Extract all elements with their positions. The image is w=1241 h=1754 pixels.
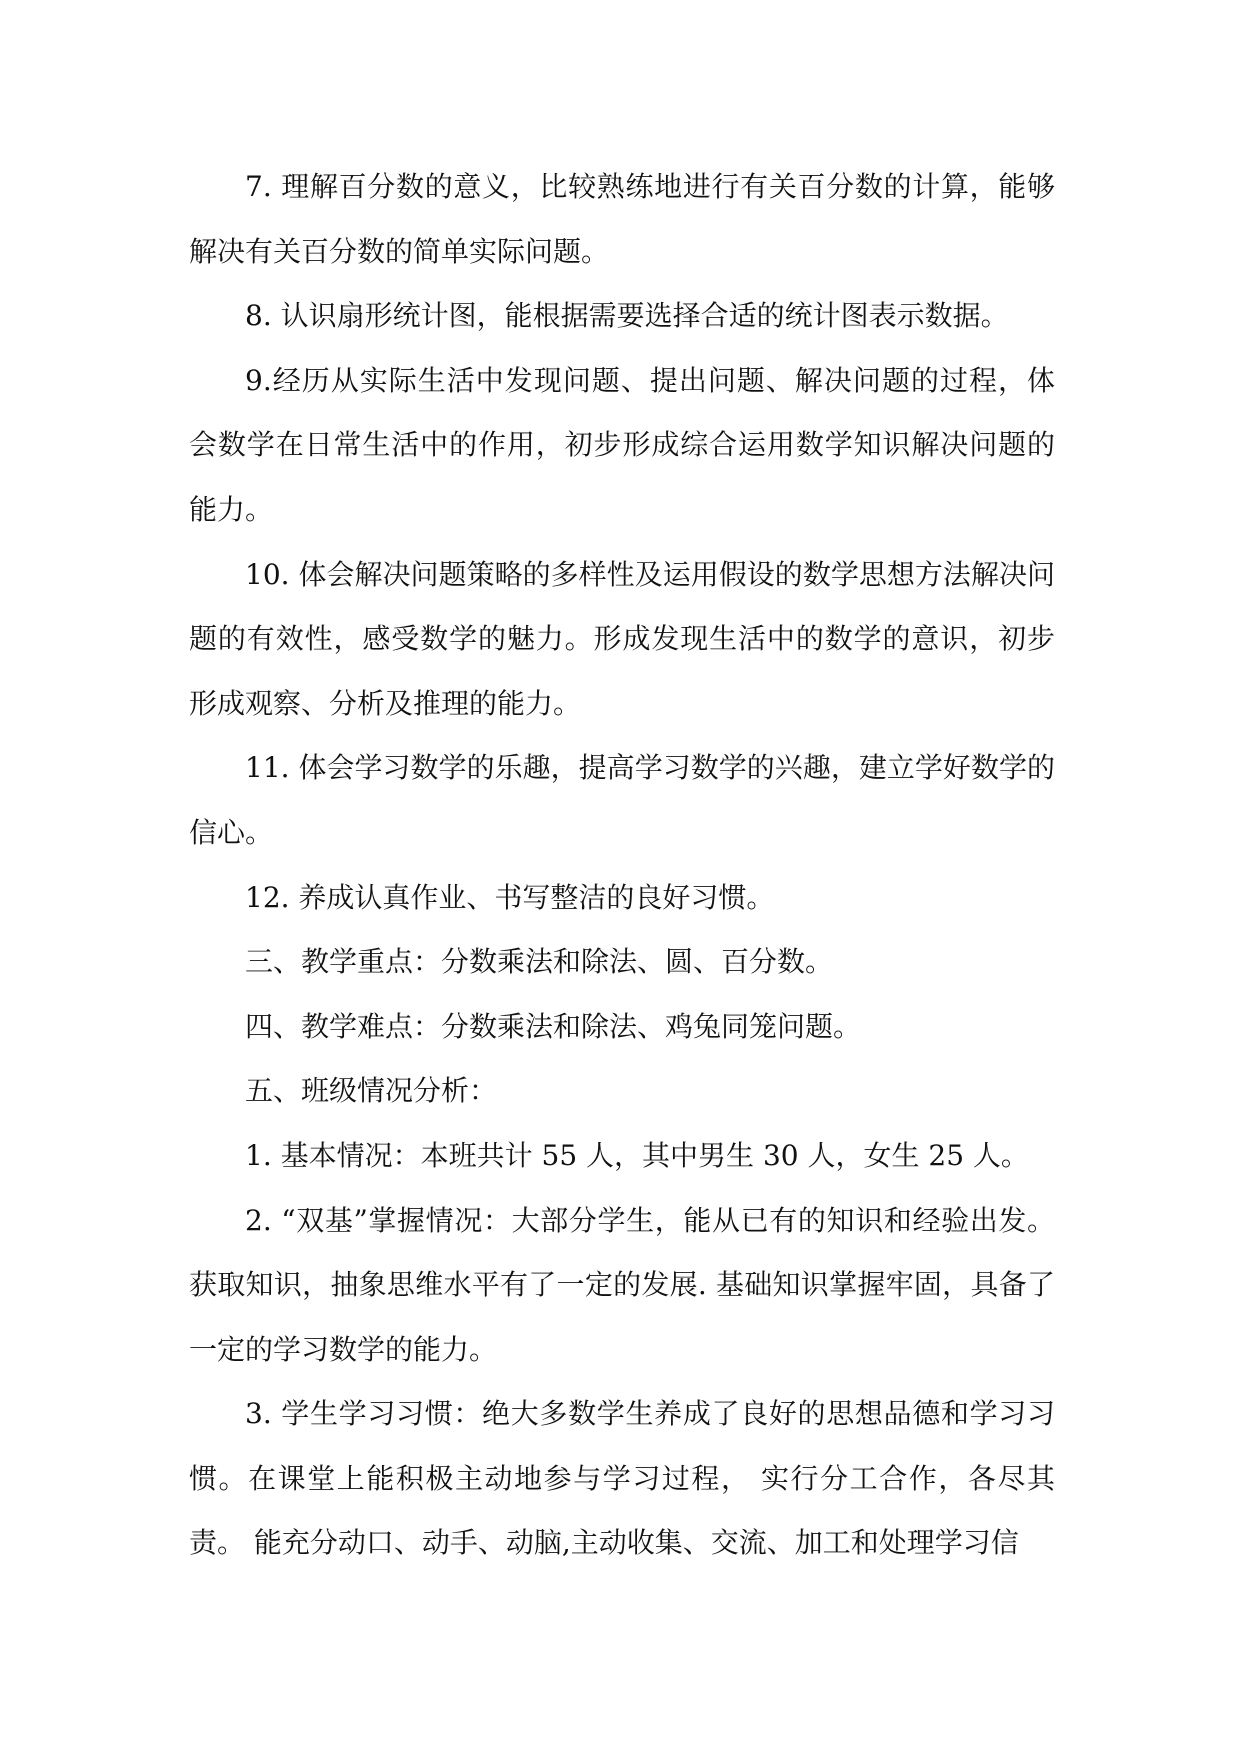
paragraph-class-study-habits: 3. 学生学习习惯：绝大多数学生养成了良好的思想品德和学习习惯。在课堂上能积极主动地参与学习过程， 实行分工合作，各尽其责。 能充分动口、动手、动脑,主动收集、交流、加工和处理学习信 [189,1397,1055,1560]
document-body [189,155,1055,1576]
section-class-analysis-heading: 五、班级情况分析： [245,1074,498,1108]
paragraph-class-basic-info: 1. 基本情况：本班共计 55 人，其中男生 30 人，女生 25 人。 [245,1138,1029,1172]
section-teaching-difficulty: 四、教学难点：分数乘法和除法、鸡兔同笼问题。 [245,1009,862,1043]
section-teaching-focus: 三、教学重点：分数乘法和除法、圆、百分数。 [245,945,834,979]
paragraph-objective-12: 12. 养成认真作业、书写整洁的良好习惯。 [245,880,775,914]
paragraph-class-double-basics: 2. “双基”掌握情况：大部分学生，能从已有的知识和经验出发。获取知识，抽象思维水平有了一定的发展. 基础知识掌握牢固，具备了一定的学习数学的能力。 [189,1203,1055,1366]
paragraph-objective-8: 8. 认识扇形统计图，能根据需要选择合适的统计图表示数据。 [245,299,1009,333]
paragraph-objective-9: 9.经历从实际生活中发现问题、提出问题、解决问题的过程，体会数学在日常生活中的作用，初步形成综合运用数学知识解决问题的能力。 [189,363,1055,526]
paragraph-objective-7: 7. 理解百分数的意义，比较熟练地进行有关百分数的计算，能够解决有关百分数的简单实际问题。 [189,170,1055,268]
paragraph-objective-10: 10. 体会解决问题策略的多样性及运用假设的数学思想方法解决问题的有效性，感受数学的魅力。形成发现生活中的数学的意识，初步形成观察、分析及推理的能力。 [189,557,1055,720]
paragraph-objective-11: 11. 体会学习数学的乐趣，提高学习数学的兴趣，建立学好数学的信心。 [189,751,1055,849]
